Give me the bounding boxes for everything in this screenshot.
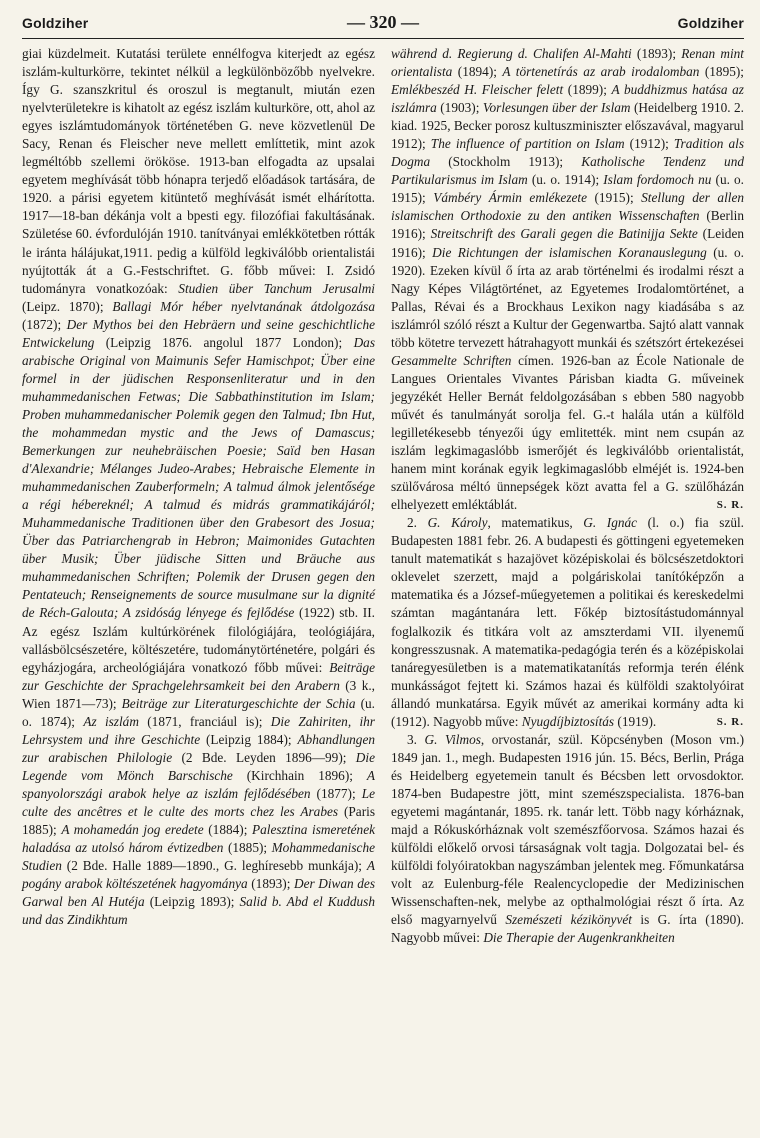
text-run: (Leipzig 1884); xyxy=(200,731,298,747)
italic-title: Streitschrift des Garali gegen die Batinijja Sekte xyxy=(430,226,698,242)
text-run: 3. xyxy=(407,731,425,747)
text-run: (Kirchhain 1896); xyxy=(232,767,367,783)
paragraph xyxy=(391,731,744,948)
text-run: (1871, franciául is); xyxy=(138,713,271,729)
text-run: (1893); xyxy=(247,876,294,892)
text-run: (1899); xyxy=(563,82,612,98)
italic-title: Renan mint orientalista xyxy=(391,46,744,80)
text-run: (u. o. 1874); xyxy=(22,695,375,729)
italic-title: Die Therapie der Augenkrankheiten xyxy=(483,930,675,946)
text-run: 2. xyxy=(407,515,428,531)
italic-title: Salid b. Abd el Kuddush und das Zindikhtum xyxy=(22,894,376,928)
text-run: giai küzdelmeit. Kutatási területe ennélfogva kiterjedt az egész iszlám-kulturkörre, tekintet nélkül a legkülönbözőbb nyelvekre. Így G. szanszkritul és oroszul is megtanult, miután ezen nyelvterületekre is kihatolt az egész iszlám kulturköre, ott, ahol az egyes iszlámtudományok történetében G. neve közvetlenül De Sacy, Renan és Fleischer neve mellett említtetik, mint azok legméltóbb szellemi örököse. 1913-ban elfogadta az upsalai egyetem meghívását több hónapra terjedő előadások tartására, de 1920. a párisi egyetem kitüntető meghívását ismét elhárította. 1917—18-ban dékánja volt a bpesti egy. filozófiai fakultásának. Születése 60. évfordulóján 1910. tanítványai emlékkötetben rótták le iránta hálájukat,1911. pedig a külföld legkiválóbb orientalistái nyújtották át a G.-Festschriftet. G. főbb művei: I. Zsidó tudományra vonatkozóak: xyxy=(22,46,376,296)
text-run: (u. o. 1915); xyxy=(391,172,744,206)
italic-title: Islam fordomoch nu xyxy=(603,172,712,188)
italic-title: Katholische Tendenz und Partikularismus im Islam xyxy=(391,154,744,188)
italic-title: Der Diwan des Garwal ben Al Hutéja xyxy=(22,876,376,910)
text-run: (Stockholm 1913); xyxy=(430,154,582,170)
text-run: (Leipz. 1870); xyxy=(22,298,113,314)
italic-title: Szemészeti kézikönyvét xyxy=(505,912,632,928)
italic-title: Le culte des ancêtres et le culte des morts chez les Arabes xyxy=(22,785,375,819)
text-run: (1919). xyxy=(614,713,657,729)
italic-title: während d. Regierung d. Chalifen Al-Mahti xyxy=(391,46,632,61)
paragraph xyxy=(391,45,744,514)
italic-title: Studien über Tanchum Jerusalmi xyxy=(178,280,375,296)
italic-title: A buddhizmus hatása az iszlámra xyxy=(391,82,744,116)
italic-title: Stellung der allen islamischen Orthodoxie zu den antiken Wissenschaften xyxy=(391,190,745,224)
italic-title: Abhandlungen zur arabischen Philologie xyxy=(22,731,375,765)
italic-title: The influence of partition on Islam xyxy=(430,136,625,152)
italic-title: Palesztina ismeretének haladása az utolsó három évtizedben xyxy=(22,822,376,856)
left-column xyxy=(22,45,375,947)
italic-title: Das arabische Original von Maimunis Sefer Hamischpot; Über eine formel in der jüdischen Responsenliteratur und in den muhammedanischen Fetwas; Die Sabbathinstitution im Islam; Proben muhammedanischer Polemik gegen den Talmud; Ibn Hut, the mohammedan mystic and the Jews of Damascus; Bemerkungen zur neuhebräischen Poesie; Saïd ben Hasan d'Alexandrie; Mélanges Judeo-Arabes; Hebraische Elemente in muhammedanischen Zauberformeln; A talmud álmok jelentősége a régi hébereknél; A talmud és midrás grammatikájáról; Muhammedanische Traditionen über den Grabesort des Josua; Über das Patriarchengrab in Hebron; Maimonides Gutachten über Musik; Über jüdische Sitten und Bräuche aus muhammedanischen Schriften; Polemik der Drusen gegen den Pentateuch; Renseignements de source musulmane sur la dignité de Réch-Galouta; A zsidóság lényege és fejlődése xyxy=(22,334,375,621)
text-run: (1884); xyxy=(203,822,252,838)
text-run: , matematikus, xyxy=(487,515,584,531)
text-run: (Heidelberg 1910. 2. kiad. 1925, Becker porosz kultuszminiszter előszavával, magyarul 1912); xyxy=(391,100,745,152)
text-run: (1893); xyxy=(631,46,682,61)
text-run: (1885); xyxy=(223,840,272,856)
paragraph xyxy=(22,45,375,929)
italic-title: Die Legende vom Mönch Barschische xyxy=(22,749,375,783)
text-run: (1915); xyxy=(587,190,642,206)
italic-title: Die Zahiriten, ihr Lehrsystem und ihre Geschichte xyxy=(22,713,375,747)
text-run: címen. 1926-ban az École Nationale de Langues Orientales Vivantes Párisban kiadta G. műveinek jegyzékét Heller Bernát feldolgozásában s ebben 580 nagyobb művét és tanulmányát sorolja fel. G.-t halála után a külföld legilletékesebb tényezői úgy emlitették. mint nem csupán az iszlám legkimagaslóbb ismerőjét és legkiválóbb orientalistát, hanem mint korának egyik legkimagaslóbb elméjét is. 1924-ben szülővárosa méltó ünnepségek közt avatta fel a G. szülőházán elhelyezett emléktáblát. xyxy=(391,352,744,513)
text-run: (1877); xyxy=(310,785,362,801)
header-left-title: Goldziher xyxy=(22,15,89,31)
header-right-title: Goldziher xyxy=(677,15,744,31)
author-signature: S. R. xyxy=(716,715,744,728)
text-run: (Leipzig 1876. angolul 1877 London); xyxy=(94,334,354,350)
italic-title: Beiträge zur Geschichte der Sprachgelehrsamkeit bei den Arabern xyxy=(22,659,375,693)
text-run: (1912); xyxy=(624,136,674,152)
text-run: (Paris 1885); xyxy=(22,803,375,838)
text-run: (2 Bde. Halle 1889—1890., G. leghíresebb munkája); xyxy=(61,858,367,874)
italic-title: Vorlesungen über der Islam xyxy=(482,100,631,116)
text-run: (u. o. 1914); xyxy=(527,172,604,188)
text-run: (Berlin 1916); xyxy=(391,208,744,242)
text-run: (1872); xyxy=(22,316,67,332)
text-run: (Leiden 1916); xyxy=(391,226,744,260)
running-header xyxy=(22,12,744,39)
text-run: (1903); xyxy=(436,100,483,116)
italic-title: Emlékbeszéd H. Fleischer felett xyxy=(391,82,564,98)
italic-title: Der Mythos bei den Hebräern und seine geschichtliche Entwickelung xyxy=(22,316,375,350)
two-column-body xyxy=(22,45,744,947)
paragraph xyxy=(391,514,744,731)
italic-title: Gesammelte Schriften xyxy=(391,352,512,368)
italic-title: Vámbéry Ármin emlékezete xyxy=(433,190,588,206)
italic-title: A pogány arabok költészetének hagyománya xyxy=(22,858,375,892)
text-run: (1922) stb. II. Az egész Iszlám kultúrkörének filológiájára, teológiájára, vallásbölcsészetére, költészetére, tudománytörténetére, polgári és egyházjogára, archeológiájára vonatkozó főbb művei: xyxy=(22,605,375,675)
right-column xyxy=(391,45,744,947)
text-run: (Leipzig 1893); xyxy=(144,894,240,910)
text-run: , orvostanár, szül. Köpcsényben (Moson vm.) 1849 jan. 1., megh. Budapesten 1916 jún. 15. Bécs, Berlin, Prága és Heidelberg egyetemein tanult és Bécsben lett orvosdoktor. 1874-ben Budapestre jött, mint szemészspecialista. 1876-ban egyetemi magántanár, 1895. rk. tanár lett. Több nagy kórháznak, majd a Rókuskórháznak volt szemészfőorvosa. Számos hazai és külföldi előkelő orvosi társaságnak volt tagja. Dolgozatai bel- és külföldi folyóiratokban nagyszámban jelentek meg. Főmunkatársa volt az Eulenburg-féle Realencyclopedie der Medizinischen Wissenschaften-nek, melybe az opthalmológiai részt ő írta. Az első magyarnyelvű xyxy=(391,731,745,928)
text-run: (1894); xyxy=(452,64,503,80)
italic-title: Beiträge zur Literaturgeschichte der Schia xyxy=(121,695,356,711)
text-run: (u. o. 1920). Ezeken kívül ő írta az arab történelmi és irodalmi részt a Nagy Képes Világtörténet, az Egyetemes Irodalomtörténet, a Pallas, Révai és a Brockhaus Lexikon nagy kiadásába s az iszlámról szóló részt a Kultur der Gegenwartba. Sajtó alatt vannak több kötetre tervezett hátrahagyott munkái és szétszórt értekezései xyxy=(391,244,745,350)
italic-title: Mohammedanische Studien xyxy=(22,840,376,874)
text-run: (1895); xyxy=(699,64,745,80)
italic-title: A mohamedán jog eredete xyxy=(61,822,204,838)
italic-title: Nyugdíjbiztosítás xyxy=(521,713,615,729)
text-run: (3 k., Wien 1871—73); xyxy=(22,677,375,711)
italic-name: G. Vilmos xyxy=(424,731,481,747)
italic-title: Tradition als Dogma xyxy=(391,136,744,170)
page-number: — 320 — xyxy=(347,12,419,32)
italic-title: Ballagi Mór héber nyelvtanának átdolgozása xyxy=(112,298,375,314)
text-run: (2 Bde. Leyden 1896—99); xyxy=(172,749,356,765)
italic-title: Die Richtungen der islamischen Koranauslegung xyxy=(432,244,707,260)
italic-name: G. Ignác xyxy=(583,515,638,531)
author-signature: S. R. xyxy=(716,499,744,512)
italic-title: A törtenetírás az arab irodalomban xyxy=(502,64,700,80)
text-run: is G. írta (1890). Nagyobb művei: xyxy=(391,912,744,946)
italic-name: G. Károly xyxy=(427,515,488,531)
text-run: (l. o.) fia szül. Budapesten 1881 febr. 26. A budapesti és göttingeni egyetemeken tanult matematikát s hazajövet középiskolai és bölcsészetdoktori oklevelet szerzett, majd a polgáriskolai tanítóképzőn a matematika és a József-műegyetemen a politikai és kereskedelmi számtan magántanára lett. Főkép biztosítástudománnyal foglalkozik és titkára volt az amszterdami VII. ilyenemű kongresszusnak. A matematika-pedagógia terén és a középiskolai tanáregyesületben is a matematikatanítás reformja terén élénk munkásságot fejtett ki. Számos hazai és külföldi szaktolyóirat állandó munkatársa. Egyik művét az amerikai kormány adta ki (1912). Nagyobb műve: xyxy=(391,515,745,729)
italic-title: Az iszlám xyxy=(83,713,139,729)
italic-title: A spanyolországi arabok helye az iszlám fejlődésében xyxy=(22,767,375,801)
